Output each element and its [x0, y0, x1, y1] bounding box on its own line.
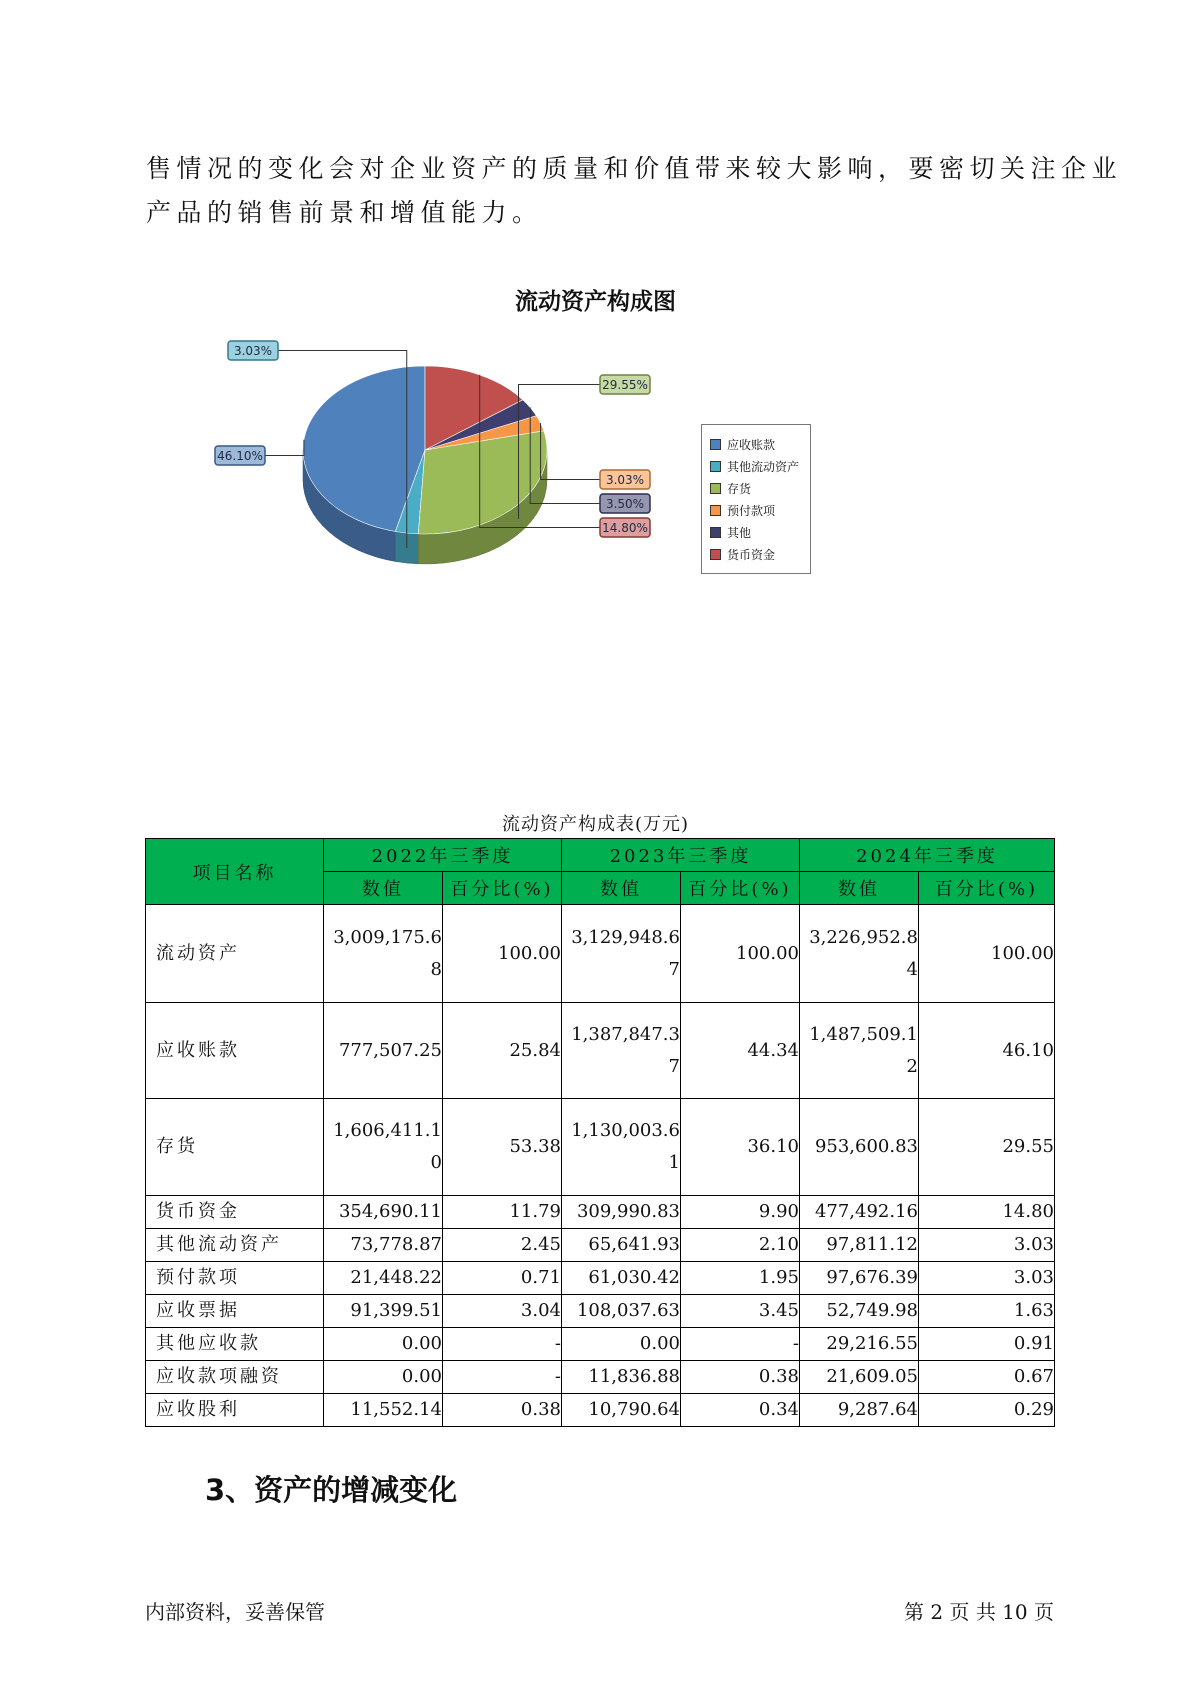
value-2024-cell: 21,609.05 — [800, 1361, 919, 1394]
header-percent: 百分比(%) — [443, 872, 562, 905]
data-label: 29.55% — [602, 378, 648, 392]
chart-title: 流动资产构成图 — [515, 289, 676, 315]
current-assets-table — [145, 838, 1055, 1427]
row-name-cell: 应收款项融资 — [146, 1361, 324, 1394]
table-row — [146, 905, 1055, 1003]
percent-2022-cell: 11.79 — [443, 1196, 562, 1229]
chart-legend — [701, 424, 811, 574]
percent-2022-cell: 0.71 — [443, 1262, 562, 1295]
data-label: 3.03% — [233, 344, 273, 358]
table-row — [146, 1361, 1055, 1394]
percent-2024-cell: 100.00 — [919, 905, 1055, 1003]
percent-2024-cell: 0.67 — [919, 1361, 1055, 1394]
data-label: 14.80% — [602, 521, 648, 535]
percent-2022-cell: 0.38 — [443, 1394, 562, 1427]
pie-chart — [195, 340, 675, 580]
percent-2023-cell: 2.10 — [681, 1229, 800, 1262]
legend-label: 其他 — [727, 525, 752, 540]
row-name-cell: 应收账款 — [146, 1003, 324, 1099]
row-name-cell: 应收股利 — [146, 1394, 324, 1427]
header-period-2024: 2024年三季度 — [800, 839, 1055, 872]
row-name-cell: 预付款项 — [146, 1262, 324, 1295]
percent-2022-cell: - — [443, 1361, 562, 1394]
value-2022-cell: 91,399.51 — [324, 1295, 443, 1328]
value-2023-cell: 108,037.63 — [562, 1295, 681, 1328]
header-value: 数值 — [800, 872, 919, 905]
row-name-cell: 货币资金 — [146, 1196, 324, 1229]
value-2023-cell: 0.00 — [562, 1328, 681, 1361]
table-row — [146, 1099, 1055, 1196]
value-2022-cell: 1,606,411.10 — [324, 1099, 443, 1196]
value-2024-cell: 3,226,952.84 — [800, 905, 919, 1003]
legend-entry — [710, 521, 810, 543]
percent-2022-cell: 3.04 — [443, 1295, 562, 1328]
percent-2023-cell: 44.34 — [681, 1003, 800, 1099]
value-2024-cell: 9,287.64 — [800, 1394, 919, 1427]
value-2023-cell: 10,790.64 — [562, 1394, 681, 1427]
legend-swatch — [710, 527, 721, 538]
percent-2023-cell: 3.45 — [681, 1295, 800, 1328]
header-period-2023: 2023年三季度 — [562, 839, 800, 872]
footer-page-number: 第 2 页 共 10 页 — [904, 1600, 1054, 1624]
table-row — [146, 1262, 1055, 1295]
percent-2022-cell: 25.84 — [443, 1003, 562, 1099]
legend-label: 预付款项 — [727, 503, 776, 518]
section-heading: 3、资产的增减变化 — [205, 1473, 458, 1507]
percent-2024-cell: 1.63 — [919, 1295, 1055, 1328]
leader-line — [265, 440, 304, 456]
percent-2023-cell: 1.95 — [681, 1262, 800, 1295]
value-2023-cell: 1,387,847.37 — [562, 1003, 681, 1099]
legend-label: 货币资金 — [727, 547, 776, 562]
row-name-cell: 其他应收款 — [146, 1328, 324, 1361]
percent-2024-cell: 46.10 — [919, 1003, 1055, 1099]
header-percent: 百分比(%) — [919, 872, 1055, 905]
header-period-2022: 2022年三季度 — [324, 839, 562, 872]
value-2022-cell: 354,690.11 — [324, 1196, 443, 1229]
legend-swatch — [710, 549, 721, 560]
value-2024-cell: 29,216.55 — [800, 1328, 919, 1361]
paragraph-line-1: 售情况的变化会对企业资产的质量和价值带来较大影响，要密切关注企业 — [146, 154, 1123, 183]
percent-2022-cell: 53.38 — [443, 1099, 562, 1196]
table-row — [146, 1003, 1055, 1099]
percent-2024-cell: 3.03 — [919, 1262, 1055, 1295]
legend-swatch — [710, 483, 721, 494]
table-row — [146, 1394, 1055, 1427]
legend-entry — [710, 477, 810, 499]
percent-2023-cell: 36.10 — [681, 1099, 800, 1196]
legend-label: 其他流动资产 — [727, 459, 800, 474]
legend-entry — [710, 543, 810, 565]
row-name-cell: 存货 — [146, 1099, 324, 1196]
value-2023-cell: 65,641.93 — [562, 1229, 681, 1262]
value-2022-cell: 3,009,175.68 — [324, 905, 443, 1003]
value-2024-cell: 97,811.12 — [800, 1229, 919, 1262]
value-2022-cell: 21,448.22 — [324, 1262, 443, 1295]
leader-line — [541, 423, 600, 479]
percent-2024-cell: 3.03 — [919, 1229, 1055, 1262]
percent-2023-cell: 0.38 — [681, 1361, 800, 1394]
percent-2023-cell: - — [681, 1328, 800, 1361]
percent-2022-cell: - — [443, 1328, 562, 1361]
header-value: 数值 — [562, 872, 681, 905]
header-value: 数值 — [324, 872, 443, 905]
table-row — [146, 1229, 1055, 1262]
value-2022-cell: 11,552.14 — [324, 1394, 443, 1427]
header-item-name: 项目名称 — [146, 839, 324, 905]
value-2024-cell: 97,676.39 — [800, 1262, 919, 1295]
percent-2024-cell: 14.80 — [919, 1196, 1055, 1229]
legend-swatch — [710, 439, 721, 450]
percent-2023-cell: 9.90 — [681, 1196, 800, 1229]
row-name-cell: 流动资产 — [146, 905, 324, 1003]
legend-swatch — [710, 461, 721, 472]
percent-2022-cell: 2.45 — [443, 1229, 562, 1262]
value-2022-cell: 0.00 — [324, 1328, 443, 1361]
value-2023-cell: 11,836.88 — [562, 1361, 681, 1394]
value-2024-cell: 1,487,509.12 — [800, 1003, 919, 1099]
value-2022-cell: 777,507.25 — [324, 1003, 443, 1099]
row-name-cell: 应收票据 — [146, 1295, 324, 1328]
value-2023-cell: 1,130,003.61 — [562, 1099, 681, 1196]
table-row — [146, 1196, 1055, 1229]
value-2024-cell: 953,600.83 — [800, 1099, 919, 1196]
percent-2023-cell: 100.00 — [681, 905, 800, 1003]
header-percent: 百分比(%) — [681, 872, 800, 905]
legend-label: 存货 — [727, 481, 752, 496]
legend-swatch — [710, 505, 721, 516]
value-2024-cell: 477,492.16 — [800, 1196, 919, 1229]
data-label: 3.03% — [605, 473, 645, 487]
percent-2024-cell: 29.55 — [919, 1099, 1055, 1196]
body-paragraph — [146, 147, 1123, 235]
legend-entry — [710, 499, 810, 521]
value-2023-cell: 3,129,948.67 — [562, 905, 681, 1003]
percent-2024-cell: 0.91 — [919, 1328, 1055, 1361]
data-label: 46.10% — [217, 449, 263, 463]
paragraph-line-2: 产品的销售前景和增值能力。 — [146, 198, 543, 227]
value-2022-cell: 73,778.87 — [324, 1229, 443, 1262]
legend-entry — [710, 455, 810, 477]
table-row — [146, 1328, 1055, 1361]
percent-2022-cell: 100.00 — [443, 905, 562, 1003]
legend-entry — [710, 433, 810, 455]
percent-2024-cell: 0.29 — [919, 1394, 1055, 1427]
legend-label: 应收账款 — [727, 437, 776, 452]
value-2023-cell: 309,990.83 — [562, 1196, 681, 1229]
row-name-cell: 其他流动资产 — [146, 1229, 324, 1262]
value-2024-cell: 52,749.98 — [800, 1295, 919, 1328]
data-label: 3.50% — [605, 497, 645, 511]
value-2022-cell: 0.00 — [324, 1361, 443, 1394]
table-caption: 流动资产构成表(万元) — [501, 814, 690, 835]
percent-2023-cell: 0.34 — [681, 1394, 800, 1427]
value-2023-cell: 61,030.42 — [562, 1262, 681, 1295]
table-row — [146, 1295, 1055, 1328]
footer-confidential: 内部资料，妥善保管 — [145, 1600, 325, 1624]
